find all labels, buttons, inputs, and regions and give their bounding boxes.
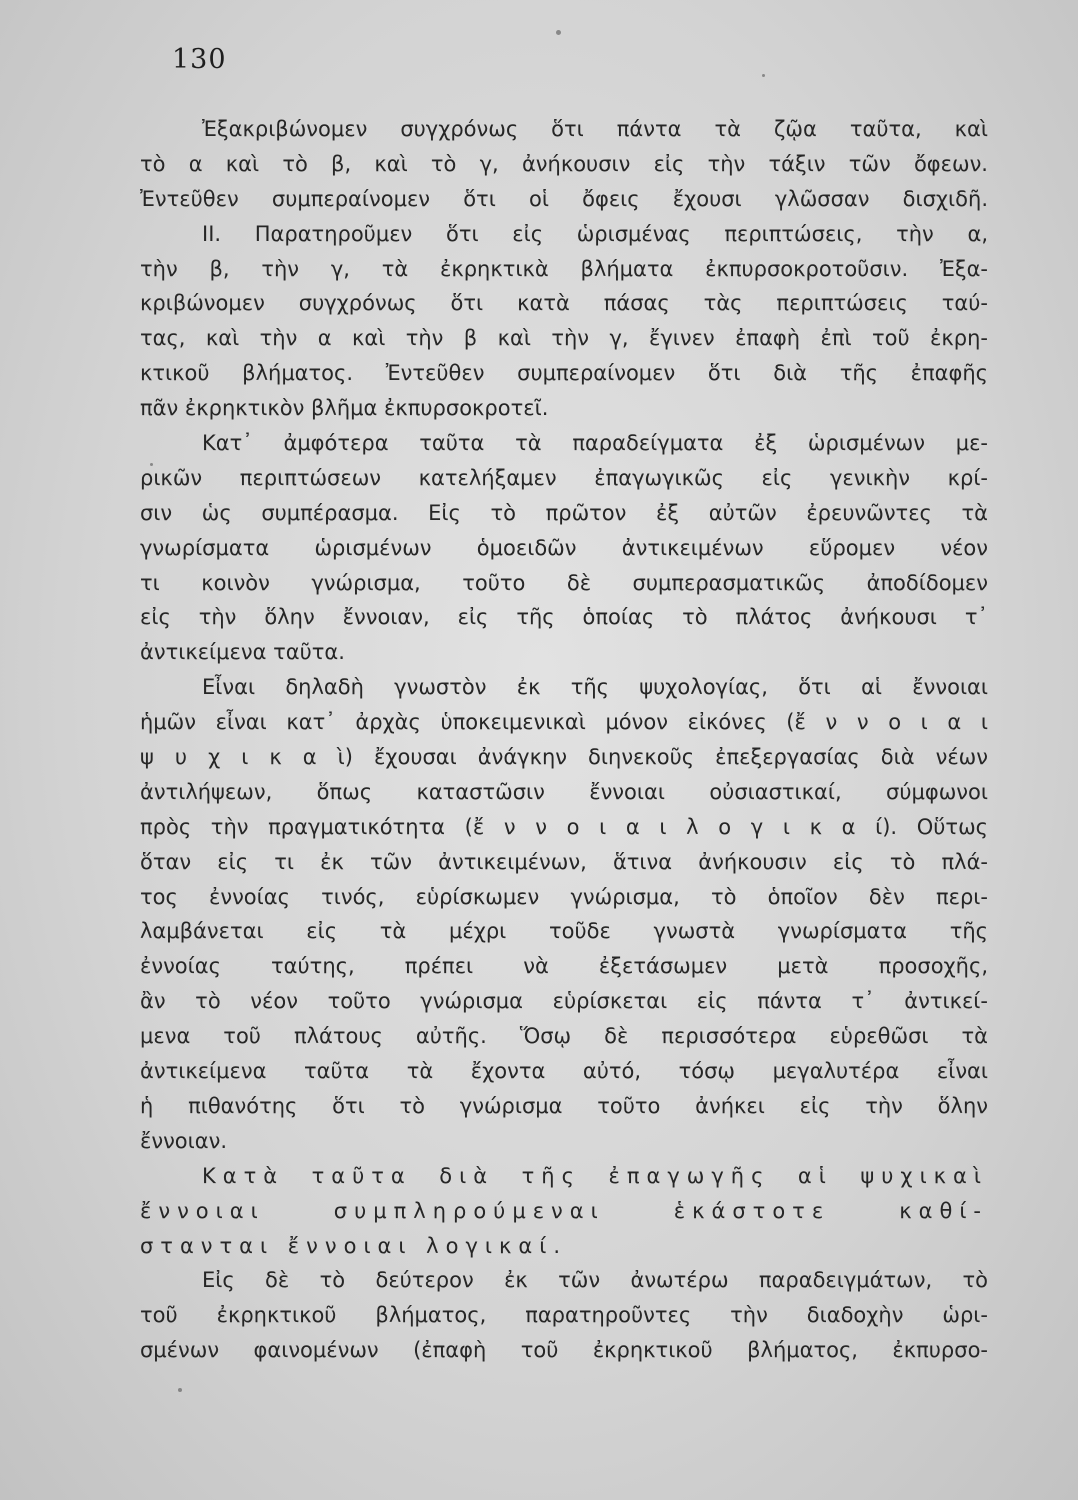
text-line: Εἶναι δηλαδὴ γνωστὸν ἐκ τῆς ψυχολογίας, ὅτι αἱ ἔννοιαι [202,675,988,700]
text-line: ἀντικείμενα ταῦτα τὰ ἔχοντα αὐτό, τόσῳ μεγαλυτέρα εἶναι [140,1059,988,1084]
text-line: τοῦ ἐκρηκτικοῦ βλήματος, παρατηροῦντες τὴν διαδοχὴν ὡρι- [140,1303,988,1328]
text-line: Κατ᾿ ἀμφότερα ταῦτα τὰ παραδείγματα ἐξ ὡρισμένων με- [202,431,988,456]
text-line: πᾶν ἐκρηκτικὸν βλῆμα ἐκπυρσοκροτεῖ. [140,396,549,421]
text-line: πρὸς τὴν πραγματικότητα (ἔ ν ν ο ι α ι λ ο γ ι κ α ί). Οὕτως [140,814,988,839]
text-line: ἀντικείμενα ταῦτα. [140,640,345,665]
paper-speck [150,463,153,466]
text-line: στανται ἔννοιαι λογικαί. [140,1233,567,1258]
text-line: II. Παρατηροῦμεν ὅτι εἰς ὡρισμένας περιπτώσεις, τὴν α, [202,221,988,246]
text-line: ὅταν εἰς τι ἐκ τῶν ἀντικειμένων, ἅτινα ἀνήκουσιν εἰς τὸ πλά- [140,849,988,874]
body-text [140,112,988,1368]
text-line: σμένων φαινομένων (ἐπαφὴ τοῦ ἐκρηκτικοῦ βλήματος, ἐκπυρσο- [140,1338,988,1363]
text-line: εἰς τὴν ὅλην ἔννοιαν, εἰς τῆς ὁποίας τὸ πλάτος ἀνήκουσι τ᾿ [140,605,988,630]
text-line: ἡμῶν εἶναι κατ᾿ ἀρχὰς ὑποκειμενικαὶ μόνον εἰκόνες (ἔ ν ν ο ι α ι [140,710,988,735]
text-line: Κατὰ ταῦτα διὰ τῆς ἐπαγωγῆς αἱ ψυχικαὶ [202,1163,988,1188]
text-line: μενα τοῦ πλάτους αὐτῆς. Ὅσῳ δὲ περισσότερα εὑρεθῶσι τὰ [140,1024,988,1049]
text-line: ἔννοιαι συμπληρούμεναι ἑκάστοτε καθί- [140,1198,988,1223]
paper-speck [556,30,561,35]
page-number: 130 [172,44,227,75]
text-line: Εἰς δὲ τὸ δεύτερον ἐκ τῶν ἀνωτέρω παραδειγμάτων, τὸ [202,1268,988,1293]
text-line: τὸ α καὶ τὸ β, καὶ τὸ γ, ἀνήκουσιν εἰς τὴν τάξιν τῶν ὄφεων. [140,151,988,176]
paper-speck [178,1388,182,1392]
text-line: ἀντιλήψεων, ὅπως καταστῶσιν ἔννοιαι οὐσιαστικαί, σύμφωνοι [140,779,988,804]
text-line: κτικοῦ βλήματος. Ἐντεῦθεν συμπεραίνομεν ὅτι διὰ τῆς ἐπαφῆς [140,361,988,386]
text-line: κριβώνομεν συγχρόνως ὅτι κατὰ πάσας τὰς περιπτώσεις ταύ- [140,291,988,316]
text-line: Ἐξακριβώνομεν συγχρόνως ὅτι πάντα τὰ ζῷα ταῦτα, καὶ [202,117,988,141]
text-line: ψ υ χ ι κ α ὶ) ἔχουσαι ἀνάγκην διηνεκοῦς ἐπεξεργασίας διὰ νέων [140,745,988,770]
text-line: σιν ὡς συμπέρασμα. Εἰς τὸ πρῶτον ἐξ αὐτῶν ἐρευνῶντες τὰ [140,500,988,525]
text-line: ρικῶν περιπτώσεων κατελήξαμεν ἐπαγωγικῶς εἰς γενικὴν κρί- [140,465,988,490]
text-line: τὴν β, τὴν γ, τὰ ἐκρηκτικὰ βλήματα ἐκπυρσοκροτοῦσιν. Ἐξα- [140,256,988,281]
text-line: ἔννοιαν. [140,1128,228,1153]
paper-speck [762,74,765,77]
text-line: ἡ πιθανότης ὅτι τὸ γνώρισμα τοῦτο ἀνήκει εἰς τὴν ὅλην [140,1093,988,1118]
text-line: ἐννοίας ταύτης, πρέπει νὰ ἐξετάσωμεν μετὰ προσοχῆς, [140,954,988,979]
text-line: τι κοινὸν γνώρισμα, τοῦτο δὲ συμπερασματικῶς ἀποδίδομεν [140,570,988,595]
text-line: γνωρίσματα ὡρισμένων ὁμοειδῶν ἀντικειμένων εὕρομεν νέον [140,535,988,560]
text-line: ἂν τὸ νέον τοῦτο γνώρισμα εὑρίσκεται εἰς πάντα τ᾿ ἀντικεί- [140,989,988,1014]
text-line: Ἐντεῦθεν συμπεραίνομεν ὅτι οἱ ὄφεις ἔχουσι γλῶσσαν δισχιδῆ. [140,186,988,211]
text-line: τας, καὶ τὴν α καὶ τὴν β καὶ τὴν γ, ἔγινεν ἐπαφὴ ἐπὶ τοῦ ἐκρη- [140,326,988,351]
text-line: λαμβάνεται εἰς τὰ μέχρι τοῦδε γνωστὰ γνωρίσματα τῆς [140,919,988,944]
text-line: τος ἐννοίας τινός, εὑρίσκωμεν γνώρισμα, τὸ ὁποῖον δὲν περι- [140,884,988,909]
